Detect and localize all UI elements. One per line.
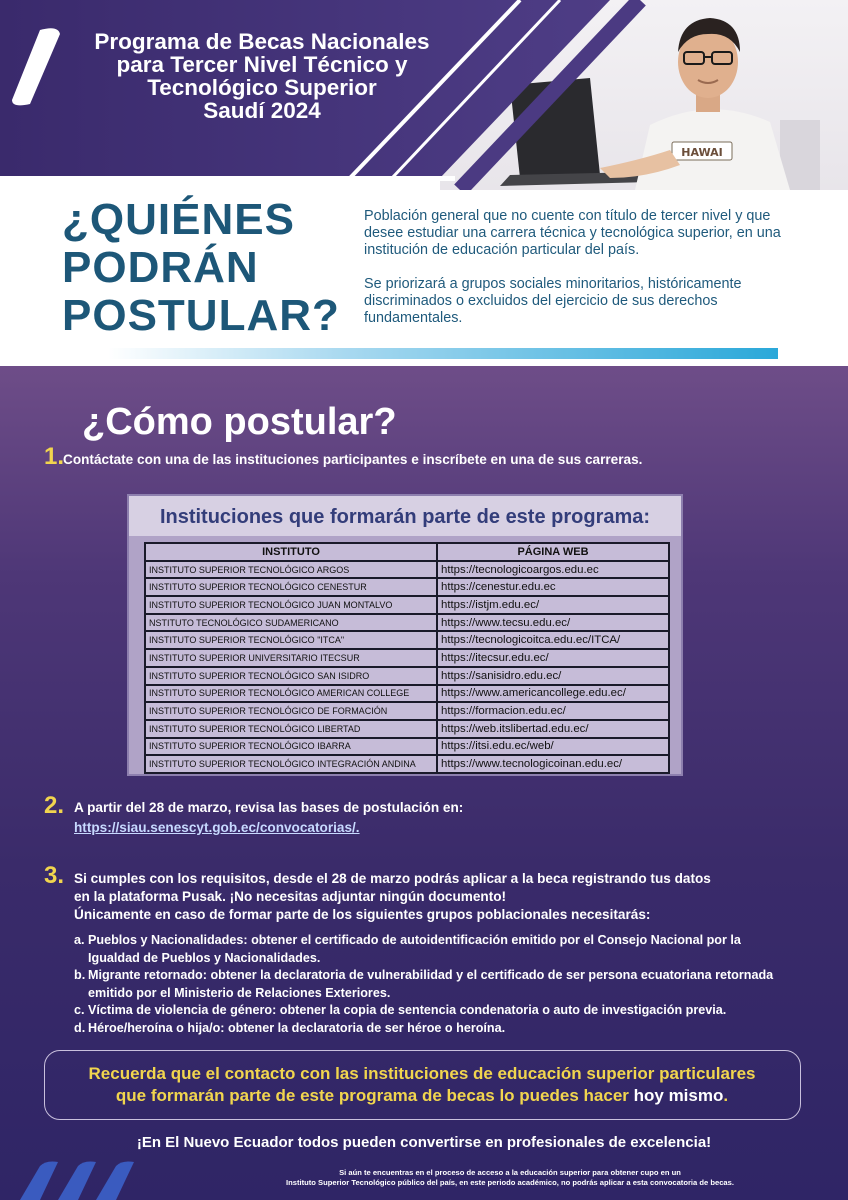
list-item — [74, 967, 794, 1002]
list-marker: b. — [74, 968, 86, 982]
table-row — [145, 738, 669, 756]
how-to-apply-title: ¿Cómo postular? — [82, 401, 397, 443]
table-header-row — [145, 543, 669, 561]
institute-website-link[interactable]: https://tecnologicoargos.edu.ec — [437, 561, 669, 579]
who-can-apply-description — [364, 208, 804, 344]
institute-website-link[interactable]: https://www.tecsu.edu.ec/ — [437, 614, 669, 632]
institute-name: INSTITUTO SUPERIOR TECNOLÓGICO SAN ISIDRO — [145, 667, 437, 685]
who-title-line: ¿QUIÉNES — [62, 195, 295, 244]
institute-website-link[interactable]: https://tecnologicoitca.edu.ec/ITCA/ — [437, 631, 669, 649]
requirement-line: Igualdad de Pueblos y Nacionalidades. — [88, 950, 321, 965]
convocatorias-link[interactable]: https://siau.senescyt.gob.ec/convocatorias/. — [74, 820, 360, 835]
institute-website-link[interactable]: https://www.tecnologicoinan.edu.ec/ — [437, 755, 669, 773]
table-row — [145, 649, 669, 667]
institute-website-link[interactable]: https://www.americancollege.edu.ec/ — [437, 685, 669, 703]
institutions-panel — [127, 494, 683, 776]
institute-name: INSTITUTO SUPERIOR TECNOLÓGICO DE FORMACIÓN — [145, 702, 437, 720]
who-paragraph-priority: Se priorizará a grupos sociales minoritarios, históricamente discriminados o excluidos del ejercicio de sus derechos fundamentales. — [364, 276, 742, 326]
reminder-emphasis: hoy mismo — [633, 1086, 724, 1105]
reminder-text — [45, 1063, 799, 1107]
reminder-line1: Recuerda que el contacto con las instituciones de educación superior particulares — [88, 1064, 756, 1083]
institute-website-link[interactable]: https://itsi.edu.ec/web/ — [437, 738, 669, 756]
institute-website-link[interactable]: https://sanisidro.edu.ec/ — [437, 667, 669, 685]
institute-website-link[interactable]: https://itecsur.edu.ec/ — [437, 649, 669, 667]
requirement-line: Víctima de violencia de género: obtener la copia de sentencia condenatoria o auto de investigación previa. — [88, 1003, 727, 1017]
requirement-line: Héroe/heroína o hija/o: obtener la declaratoria de ser héroe o heroína. — [88, 1020, 506, 1035]
requirement-line: Pueblos y Nacionalidades: obtener el certificado de autoidentificación emitido por el Consejo Nacional por la — [88, 933, 741, 947]
who-paragraph-general: Población general que no cuente con título de tercer nivel y que desee estudiar una carrera técnica y tecnológica superior, en una institución de educación particular del país. — [364, 208, 781, 258]
step-3-number: 3. — [44, 862, 65, 889]
institute-website-link[interactable]: https://istjm.edu.ec/ — [437, 596, 669, 614]
list-marker: d. — [74, 1020, 86, 1035]
institute-website-link[interactable]: https://cenestur.edu.ec — [437, 578, 669, 596]
reminder-line2: que formarán parte de este programa de becas lo puedes hacer — [115, 1086, 634, 1105]
how-to-apply-section — [0, 366, 848, 1200]
institute-name: NSTITUTO TECNOLÓGICO SUDAMERICANO — [145, 614, 437, 632]
institute-website-link[interactable]: https://web.itslibertad.edu.ec/ — [437, 720, 669, 738]
footnote-line: Instituto Superior Tecnológico público del país, en este periodo académico, no podrás aplicar a esta convocatoria de becas. — [285, 1178, 734, 1187]
who-title-line: PODRÁN — [62, 243, 259, 292]
bottom-decorative-stripes — [0, 1156, 200, 1200]
table-row — [145, 720, 669, 738]
program-title-line: Tecnológico Superior — [147, 75, 377, 100]
who-can-apply-section — [0, 190, 848, 366]
table-row — [145, 685, 669, 703]
institutions-panel-header — [129, 496, 681, 536]
institute-name: INSTITUTO SUPERIOR UNIVERSITARIO ITECSUR — [145, 649, 437, 667]
step-2-number: 2. — [44, 792, 65, 819]
institutions-panel-title: Instituciones que formarán parte de este programa: — [159, 506, 651, 528]
slogan: ¡En El Nuevo Ecuador todos pueden convertirse en profesionales de excelencia! — [136, 1134, 712, 1151]
institute-name: INSTITUTO SUPERIOR TECNOLÓGICO ARGOS — [145, 561, 437, 579]
institutions-table — [144, 542, 670, 774]
institute-name: INSTITUTO SUPERIOR TECNOLÓGICO JUAN MONTALVO — [145, 596, 437, 614]
step-3-text-line1: Si cumples con los requisitos, desde el 28 de marzo podrás aplicar a la beca registrando tus datos — [74, 871, 711, 886]
program-title-line: para Tercer Nivel Técnico y — [116, 52, 408, 77]
table-row — [145, 631, 669, 649]
column-header-institute: INSTITUTO — [145, 543, 437, 561]
list-item — [74, 932, 794, 967]
step-2-text: A partir del 28 de marzo, revisa las bases de postulación en: — [74, 800, 464, 815]
institute-name: INSTITUTO SUPERIOR TECNOLÓGICO AMERICAN COLLEGE — [145, 685, 437, 703]
shirt-text: HAWAI — [681, 146, 723, 159]
header-banner — [0, 0, 848, 190]
list-item — [74, 1020, 794, 1038]
requirements-list — [74, 932, 794, 1037]
who-title-line: POSTULAR? — [62, 291, 340, 340]
reminder-end: . — [723, 1086, 729, 1105]
table-row — [145, 561, 669, 579]
requirement-line: emitido por el Ministerio de Relaciones Exteriores. — [88, 985, 391, 1000]
institute-name: INSTITUTO SUPERIOR TECNOLÓGICO LIBERTAD — [145, 720, 437, 738]
step-3-text-line2: en la plataforma Pusak. ¡No necesitas adjuntar ningún documento! — [74, 889, 507, 904]
institute-website-link[interactable]: https://formacion.edu.ec/ — [437, 702, 669, 720]
table-row — [145, 667, 669, 685]
institute-name: INSTITUTO SUPERIOR TECNOLÓGICO "ITCA" — [145, 631, 437, 649]
reminder-box — [44, 1050, 801, 1120]
table-row — [145, 702, 669, 720]
step-1-text: Contáctate con una de las instituciones participantes e inscríbete en una de sus carreras. — [63, 452, 643, 467]
step-1-number: 1. — [44, 443, 65, 470]
accent-gradient-bar — [108, 348, 778, 359]
list-item — [74, 1002, 794, 1020]
table-row — [145, 614, 669, 632]
program-title-line: Programa de Becas Nacionales — [94, 29, 430, 54]
footnote-line: Si aún te encuentras en el proceso de acceso a la educación superior para obtener cupo en un — [339, 1168, 681, 1177]
column-header-web: PÁGINA WEB — [437, 543, 669, 561]
who-can-apply-title — [62, 196, 340, 340]
table-row — [145, 596, 669, 614]
requirement-line: Migrante retornado: obtener la declaratoria de vulnerabilidad y el certificado de ser persona ecuatoriana retornada — [88, 968, 774, 982]
table-row — [145, 755, 669, 773]
institute-name: INSTITUTO SUPERIOR TECNOLÓGICO IBARRA — [145, 738, 437, 756]
table-row — [145, 578, 669, 596]
program-title-line: Saudí 2024 — [203, 98, 321, 123]
footnote — [230, 1168, 790, 1188]
list-marker: c. — [74, 1003, 85, 1017]
institute-name: INSTITUTO SUPERIOR TECNOLÓGICO INTEGRACIÓN ANDINA — [145, 755, 437, 773]
step-3-text-line3: Únicamente en caso de formar parte de los siguientes grupos poblacionales necesitarás: — [74, 907, 651, 922]
program-title — [62, 30, 462, 122]
list-marker: a. — [74, 933, 85, 947]
institute-name: INSTITUTO SUPERIOR TECNOLÓGICO CENESTUR — [145, 578, 437, 596]
